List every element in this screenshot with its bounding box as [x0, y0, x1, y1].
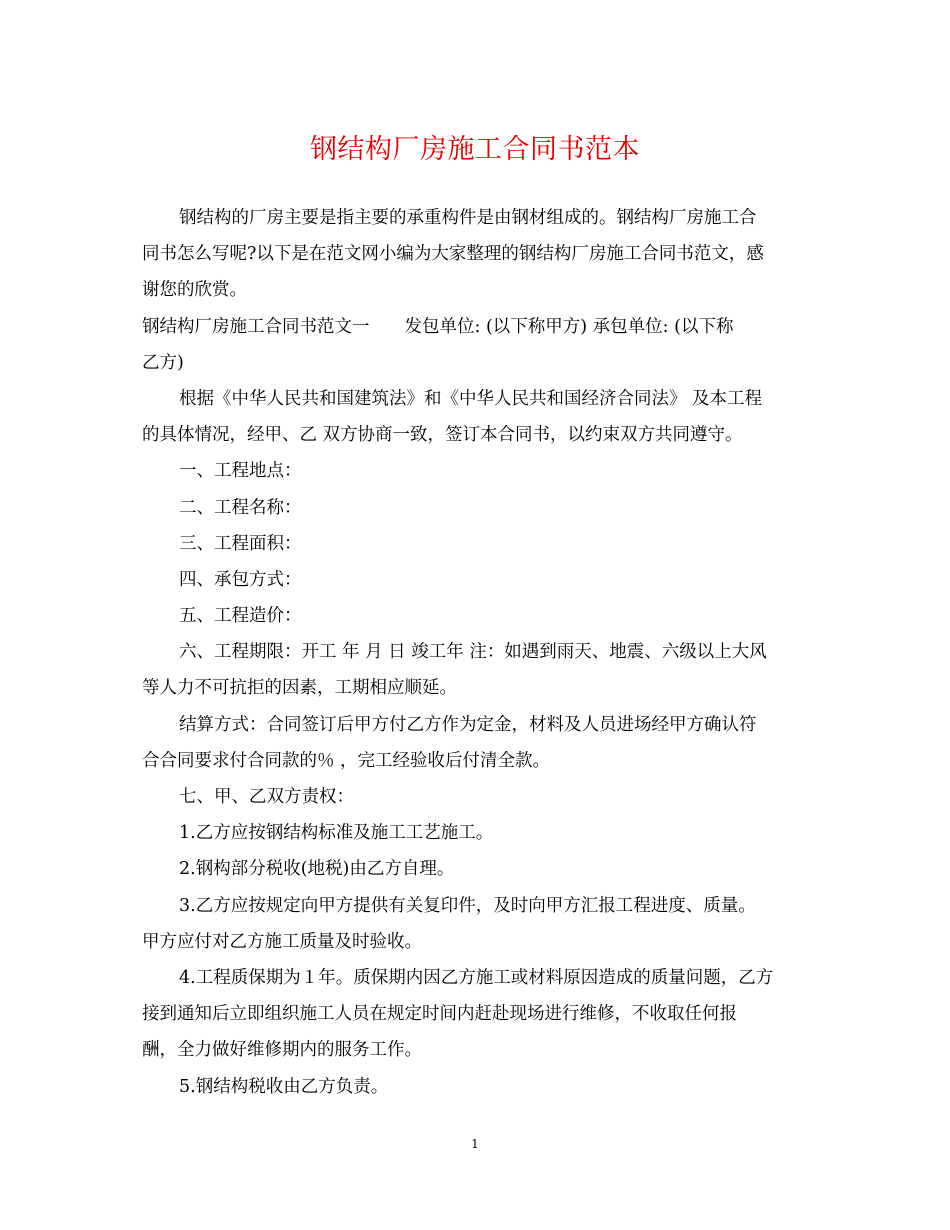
paragraph-line: 谢您的欣赏。 [142, 280, 247, 301]
clause-heading: 七、甲、乙双方责权： [179, 787, 354, 807]
list-item: 4.工程质保期为１年。质保期内因乙方施工或材料原因造成的质量问题，乙方 [179, 967, 774, 988]
document-body [142, 200, 812, 1105]
paragraph-line: 结算方式：合同签订后甲方付乙方作为定金，材料及人员进场经甲方确认符 [179, 714, 757, 735]
document-title: 钢结构厂房施工合同书范本 [310, 134, 640, 165]
paragraph-line: 合合同要求付合同款的％ ，完工经验收后付清全款。 [142, 750, 551, 771]
clause-heading: 六、工程期限：开工 年 月 日 竣工年 注：如遇到雨天、地震、六级以上大风 [179, 642, 767, 663]
clause-heading: 三、工程面积： [179, 533, 302, 554]
list-item: 1.乙方应按钢结构标准及施工工艺施工。 [179, 823, 494, 844]
paragraph-line: 钢结构的厂房主要是指主要的承重构件是由钢材组成的。钢结构厂房施工合 [179, 208, 757, 228]
paragraph-line: 的具体情况，经甲、乙 双方协商一致，签订本合同书，以约束双方共同遵守。 [142, 425, 743, 446]
paragraph-line: 钢结构厂房施工合同书范文一 发包单位: (以下称甲方) 承包单位: (以下称 [142, 316, 734, 337]
list-item: 5.钢结构税收由乙方负责。 [179, 1076, 389, 1097]
list-item: 2.钢构部分税收(地税)由乙方自理。 [179, 859, 455, 880]
paragraph-line: 根据《中华人民共和国建筑法》和《中华人民共和国经济合同法》 及本工程 [179, 388, 763, 409]
paragraph-line: 同书怎么写呢?以下是在范文网小编为大家整理的钢结构厂房施工合同书范文，感 [142, 244, 764, 265]
clause-heading: 二、工程名称： [179, 497, 302, 518]
clause-heading: 一、工程地点： [179, 461, 302, 482]
page-number: 1 [471, 1137, 479, 1151]
paragraph-line: 乙方) [142, 352, 184, 373]
clause-heading: 五、工程造价： [179, 606, 302, 627]
paragraph-line: 等人力不可抗拒的因素，工期相应顺延。 [142, 678, 457, 699]
paragraph-line: 酬，全力做好维修期内的服务工作。 [142, 1040, 422, 1061]
list-item: 3.乙方应按规定向甲方提供有关复印件，及时向甲方汇报工程进度、质量。 [179, 895, 756, 916]
paragraph-line: 接到通知后立即组织施工人员在规定时间内赶赴现场进行维修，不收取任何报 [142, 1004, 737, 1025]
paragraph-line: 甲方应付对乙方施工质量及时验收。 [142, 931, 422, 952]
clause-heading: 四、承包方式： [179, 569, 302, 590]
